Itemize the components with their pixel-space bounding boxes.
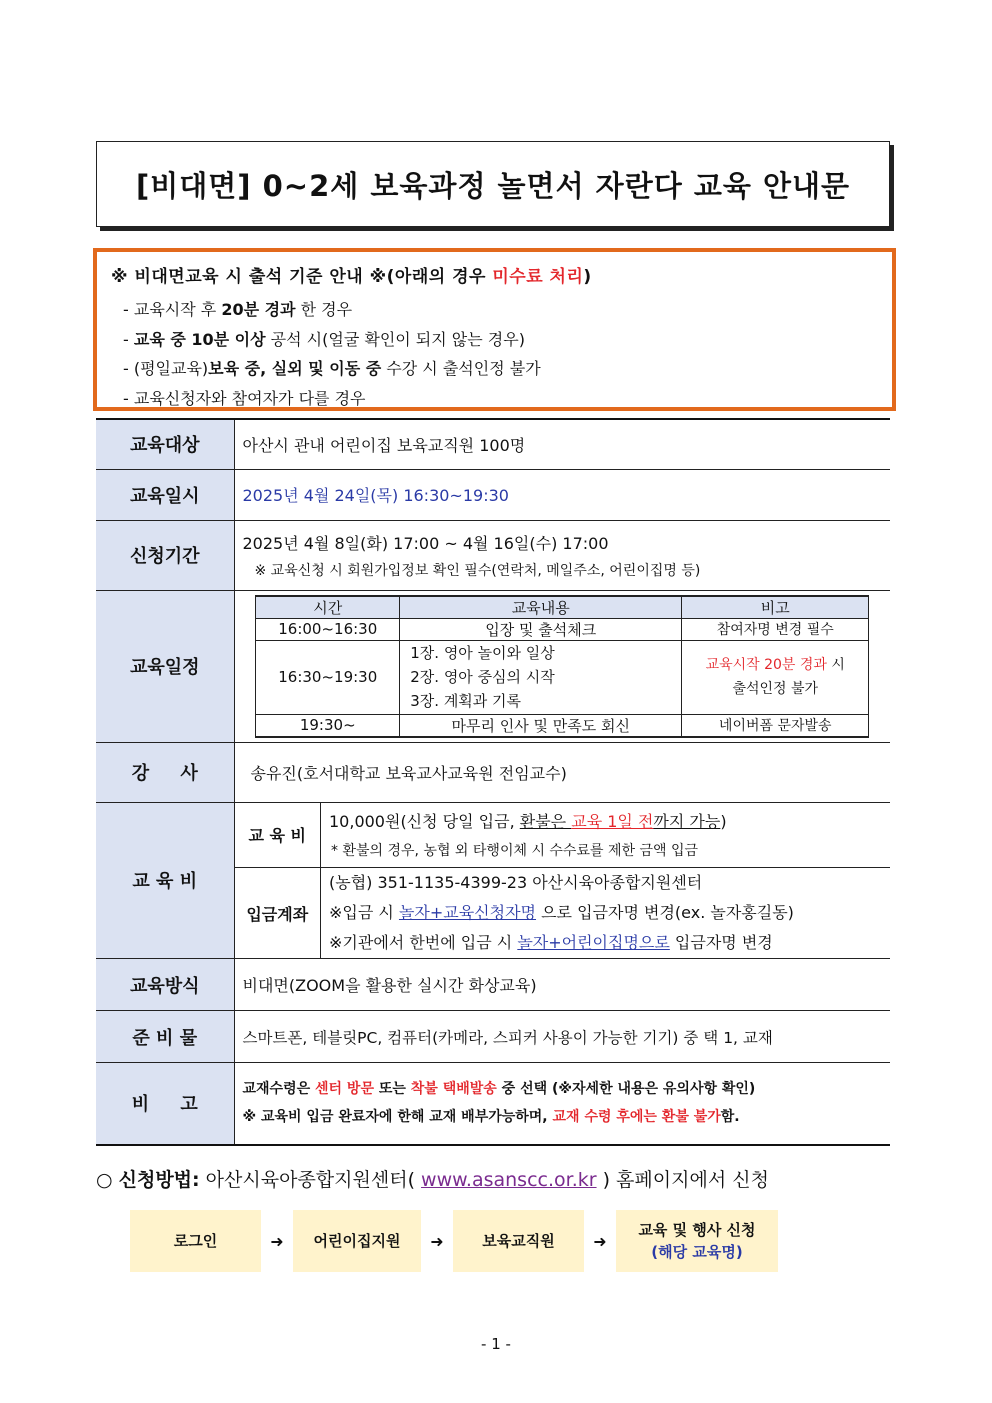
arrow-icon: ➜ [593,1231,607,1251]
sched-time: 16:00~16:30 [256,618,400,640]
row-lecturer [96,742,890,802]
period-note: ※ 교육신청 시 회원가입정보 확인 필수(연락처, 메일주소, 어린이집명 등) [254,562,701,579]
sched-time: 16:30~19:30 [256,640,400,714]
notice-item: - 교육신청자와 참여자가 다를 경우 [123,388,366,408]
value-method: 비대면(ZOOM을 활용한 실시간 화상교육) [234,959,890,1011]
application-steps [130,1210,778,1272]
sched-content: 1장. 영아 놀이와 일상 2장. 영아 중심의 시작 3장. 계획과 기록 [400,640,682,714]
label-method: 교육방식 [96,959,234,1011]
arrow-icon: ➜ [430,1231,444,1251]
row-period [96,520,890,590]
notice-item: - 교육 중 10분 이상 공석 시(얼굴 확인이 되지 않는 경우) [123,329,525,349]
row-date [96,469,890,520]
step-event-apply: 교육 및 행사 신청 (해당 교육명) [616,1210,778,1272]
value-period: 2025년 4월 8일(화) 17:00 ~ 4월 16일(수) 17:00 [242,533,609,553]
step-daycare-support: 어린이집지원 [293,1210,421,1272]
row-fee [96,802,890,959]
value-prep: 스마트폰, 테블릿PC, 컴퓨터(카메라, 스피커 사용이 가능한 기기) 중 택 1, 교재 [234,1011,890,1063]
value-lecturer: 송유진(호서대학교 보육교사교육원 전임교수) [234,742,890,802]
step-login: 로그인 [130,1210,261,1272]
schedule-table [255,595,869,738]
value-target: 아산시 관내 어린이집 보육교직원 100명 [234,419,890,469]
sched-note: 네이버폼 문자발송 [682,714,869,737]
sched-header-note: 비고 [682,596,869,619]
page-number: - 1 - [481,1335,511,1353]
sched-content: 입장 및 출석체크 [400,618,682,640]
remark-line: 교재수령은 센터 방문 또는 착불 택배발송 중 선택 (※자세한 내용은 유의사항 확인) [242,1081,756,1098]
label-prep: 준 비 물 [96,1011,234,1063]
notice-item: - (평일교육)보육 중, 실외 및 이동 중 수강 시 출석인정 불가 [123,359,541,378]
page-title: [비대면] 0~2세 보육과정 놀면서 자란다 교육 안내문 [96,141,890,227]
row-remark [96,1063,890,1145]
value-date: 2025년 4월 24일(목) 16:30~19:30 [234,469,890,520]
attendance-notice [93,248,896,411]
sched-header-time: 시간 [256,596,400,619]
row-target [96,419,890,469]
label-fee: 교 육 비 [96,802,234,959]
fee-table [235,803,891,959]
fee-amount: 10,000원(신청 당일 입금, 환불은 교육 1일 전까지 가능) [329,812,727,832]
info-table [96,418,890,1146]
row-schedule [96,590,890,742]
sched-note: 교육시작 20분 경과 시 출석인정 불가 [682,640,869,714]
account-sublabel: 입금계좌 [235,868,321,959]
sched-content: 마무리 인사 및 만족도 회신 [400,714,682,737]
label-remark: 비 고 [96,1063,234,1145]
label-target: 교육대상 [96,419,234,469]
website-link[interactable]: www.asanscc.or.kr [421,1169,597,1191]
account-note: ※입금 시 놀자+교육신청자명 으로 입금자명 변경(ex. 놀자홍길동) [329,903,794,922]
fee-note: * 환불의 경우, 농협 외 타행이체 시 수수료를 제한 금액 입금 [331,843,699,860]
sched-note: 참여자명 변경 필수 [682,618,869,640]
sched-header-content: 교육내용 [400,596,682,619]
arrow-icon: ➜ [270,1231,284,1251]
notice-heading: ※ 비대면교육 시 출석 기준 안내 ※(아래의 경우 미수료 처리) [111,267,592,287]
step-staff: 보육교직원 [453,1210,584,1272]
fee-sublabel: 교 육 비 [235,803,321,868]
row-method [96,959,890,1011]
label-period: 신청기간 [96,520,234,590]
remark-line: ※ 교육비 입금 완료자에 한해 교재 배부가능하며, 교재 수령 후에는 환불 불가함. [242,1109,740,1126]
account-number: (농협) 351-1135-4399-23 아산시육아종합지원센터 [329,873,703,892]
notice-item: - 교육시작 후 20분 경과 한 경우 [123,300,353,319]
row-prep [96,1011,890,1063]
label-schedule: 교육일정 [96,590,234,742]
sched-time: 19:30~ [256,714,400,737]
label-date: 교육일시 [96,469,234,520]
apply-method: ○ 신청방법: 아산시육아종합지원센터( www.asanscc.or.kr ) 홈페이지에서 신청 [96,1169,769,1191]
account-note: ※기관에서 한번에 입금 시 놀자+어린이집명으로 입금자명 변경 [329,933,773,952]
label-lecturer: 강 사 [96,742,234,802]
